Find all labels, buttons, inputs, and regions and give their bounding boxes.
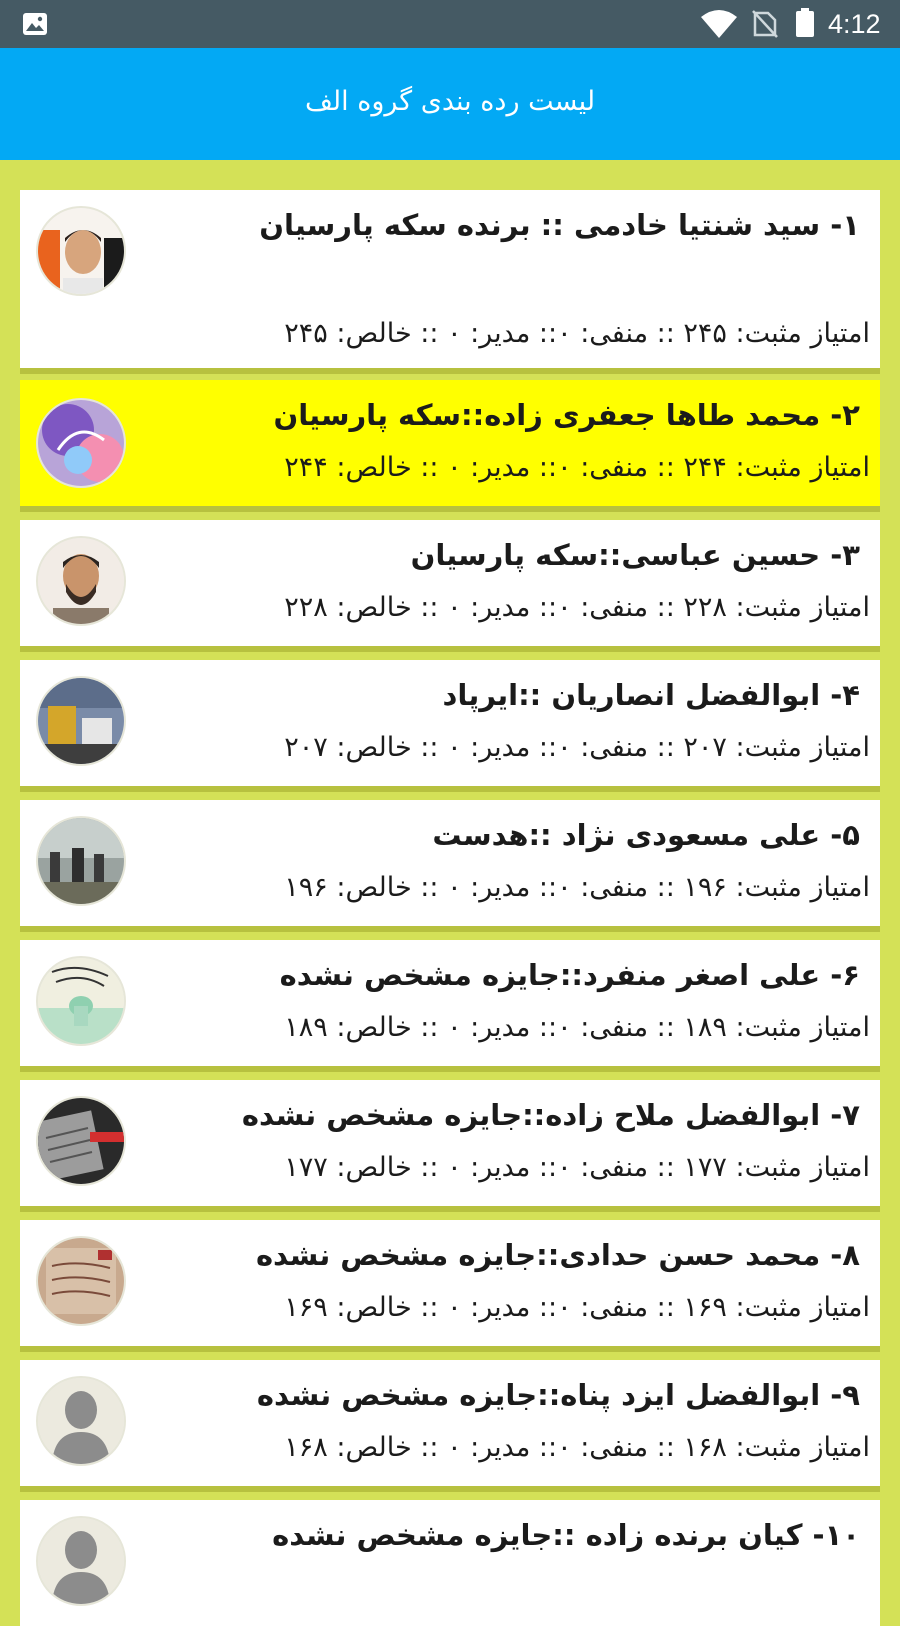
participant-score: امتیاز مثبت: ۱۷۷ :: منفی: ۰:: مدیر: ۰ :: خالص: ۱۷۷ (284, 1152, 870, 1183)
avatar-photo (38, 1098, 124, 1184)
participant-name: ۱۰- کیان برنده زاده ::جایزه مشخص نشده (272, 1518, 860, 1552)
participant-score: امتیاز مثبت: ۱۶۸ :: منفی: ۰:: مدیر: ۰ :: خالص: ۱۶۸ (284, 1432, 870, 1463)
avatar-photo (38, 1238, 124, 1324)
avatar-photo (38, 538, 124, 624)
avatar-photo (38, 678, 124, 764)
participant-score: امتیاز مثبت: ۱۹۶ :: منفی: ۰:: مدیر: ۰ :: خالص: ۱۹۶ (284, 872, 870, 903)
page-title: لیست رده بندی گروه الف (304, 86, 596, 117)
participant-score: امتیاز مثبت: ۲۴۴ :: منفی: ۰:: مدیر: ۰ :: خالص: ۲۴۴ (284, 452, 870, 483)
participant-name: ۴- ابوالفضل انصاریان ::ایرپاد (442, 678, 860, 712)
avatar (36, 816, 126, 906)
list-item[interactable] (20, 1500, 880, 1626)
avatar (36, 676, 126, 766)
list-item[interactable] (20, 1220, 880, 1346)
participant-name: ۷- ابوالفضل ملاح زاده::جایزه مشخص نشده (241, 1098, 860, 1132)
participant-name: ۱- سید شنتیا خادمی :: برنده سکه پارسیان (259, 208, 860, 242)
avatar-photo (38, 400, 124, 486)
avatar (36, 1516, 126, 1606)
participant-name: ۸- محمد حسن حدادی::جایزه مشخص نشده (255, 1238, 860, 1272)
list-item[interactable] (20, 940, 880, 1066)
wifi-icon (700, 9, 738, 39)
list-item[interactable] (20, 520, 880, 646)
app-bar (0, 48, 900, 160)
image-notification-icon (22, 12, 48, 36)
avatar (36, 1236, 126, 1326)
default-avatar-icon (38, 1378, 124, 1464)
participant-name: ۹- ابوالفضل ایزد پناه::جایزه مشخص نشده (256, 1378, 860, 1412)
avatar-photo (38, 208, 124, 294)
avatar-photo (38, 818, 124, 904)
participant-score: امتیاز مثبت: ۲۰۷ :: منفی: ۰:: مدیر: ۰ :: خالص: ۲۰۷ (284, 732, 870, 763)
participant-name: ۲- محمد طاها جعفری زاده::سکه پارسیان (273, 398, 860, 432)
participant-score: امتیاز مثبت: ۱۶۹ :: منفی: ۰:: مدیر: ۰ :: خالص: ۱۶۹ (284, 1292, 870, 1323)
participant-name: ۶- علی اصغر منفرد::جایزه مشخص نشده (279, 958, 860, 992)
list-item[interactable] (20, 660, 880, 786)
list-item[interactable] (20, 1080, 880, 1206)
avatar (36, 1096, 126, 1186)
list-item[interactable] (20, 800, 880, 926)
list-item-highlighted[interactable] (20, 380, 880, 506)
avatar (36, 206, 126, 296)
avatar (36, 956, 126, 1046)
battery-icon (794, 8, 816, 38)
default-avatar-icon (38, 1518, 124, 1604)
avatar (36, 398, 126, 488)
participant-score: امتیاز مثبت: ۱۸۹ :: منفی: ۰:: مدیر: ۰ :: خالص: ۱۸۹ (284, 1012, 870, 1043)
participant-name: ۵- علی مسعودی نژاد ::هدست (432, 818, 860, 852)
status-bar (0, 0, 900, 48)
list-item[interactable] (20, 190, 880, 368)
participant-score: امتیاز مثبت: ۲۲۸ :: منفی: ۰:: مدیر: ۰ :: خالص: ۲۲۸ (284, 592, 870, 623)
avatar-photo (38, 958, 124, 1044)
participant-score: امتیاز مثبت: ۲۴۵ :: منفی: ۰:: مدیر: ۰ :: خالص: ۲۴۵ (284, 318, 870, 349)
status-time: 4:12 (828, 9, 881, 39)
avatar (36, 536, 126, 626)
ranking-list (0, 160, 900, 1600)
participant-name: ۳- حسین عباسی::سکه پارسیان (410, 538, 860, 572)
no-sim-icon (752, 10, 778, 38)
list-item[interactable] (20, 1360, 880, 1486)
avatar (36, 1376, 126, 1466)
